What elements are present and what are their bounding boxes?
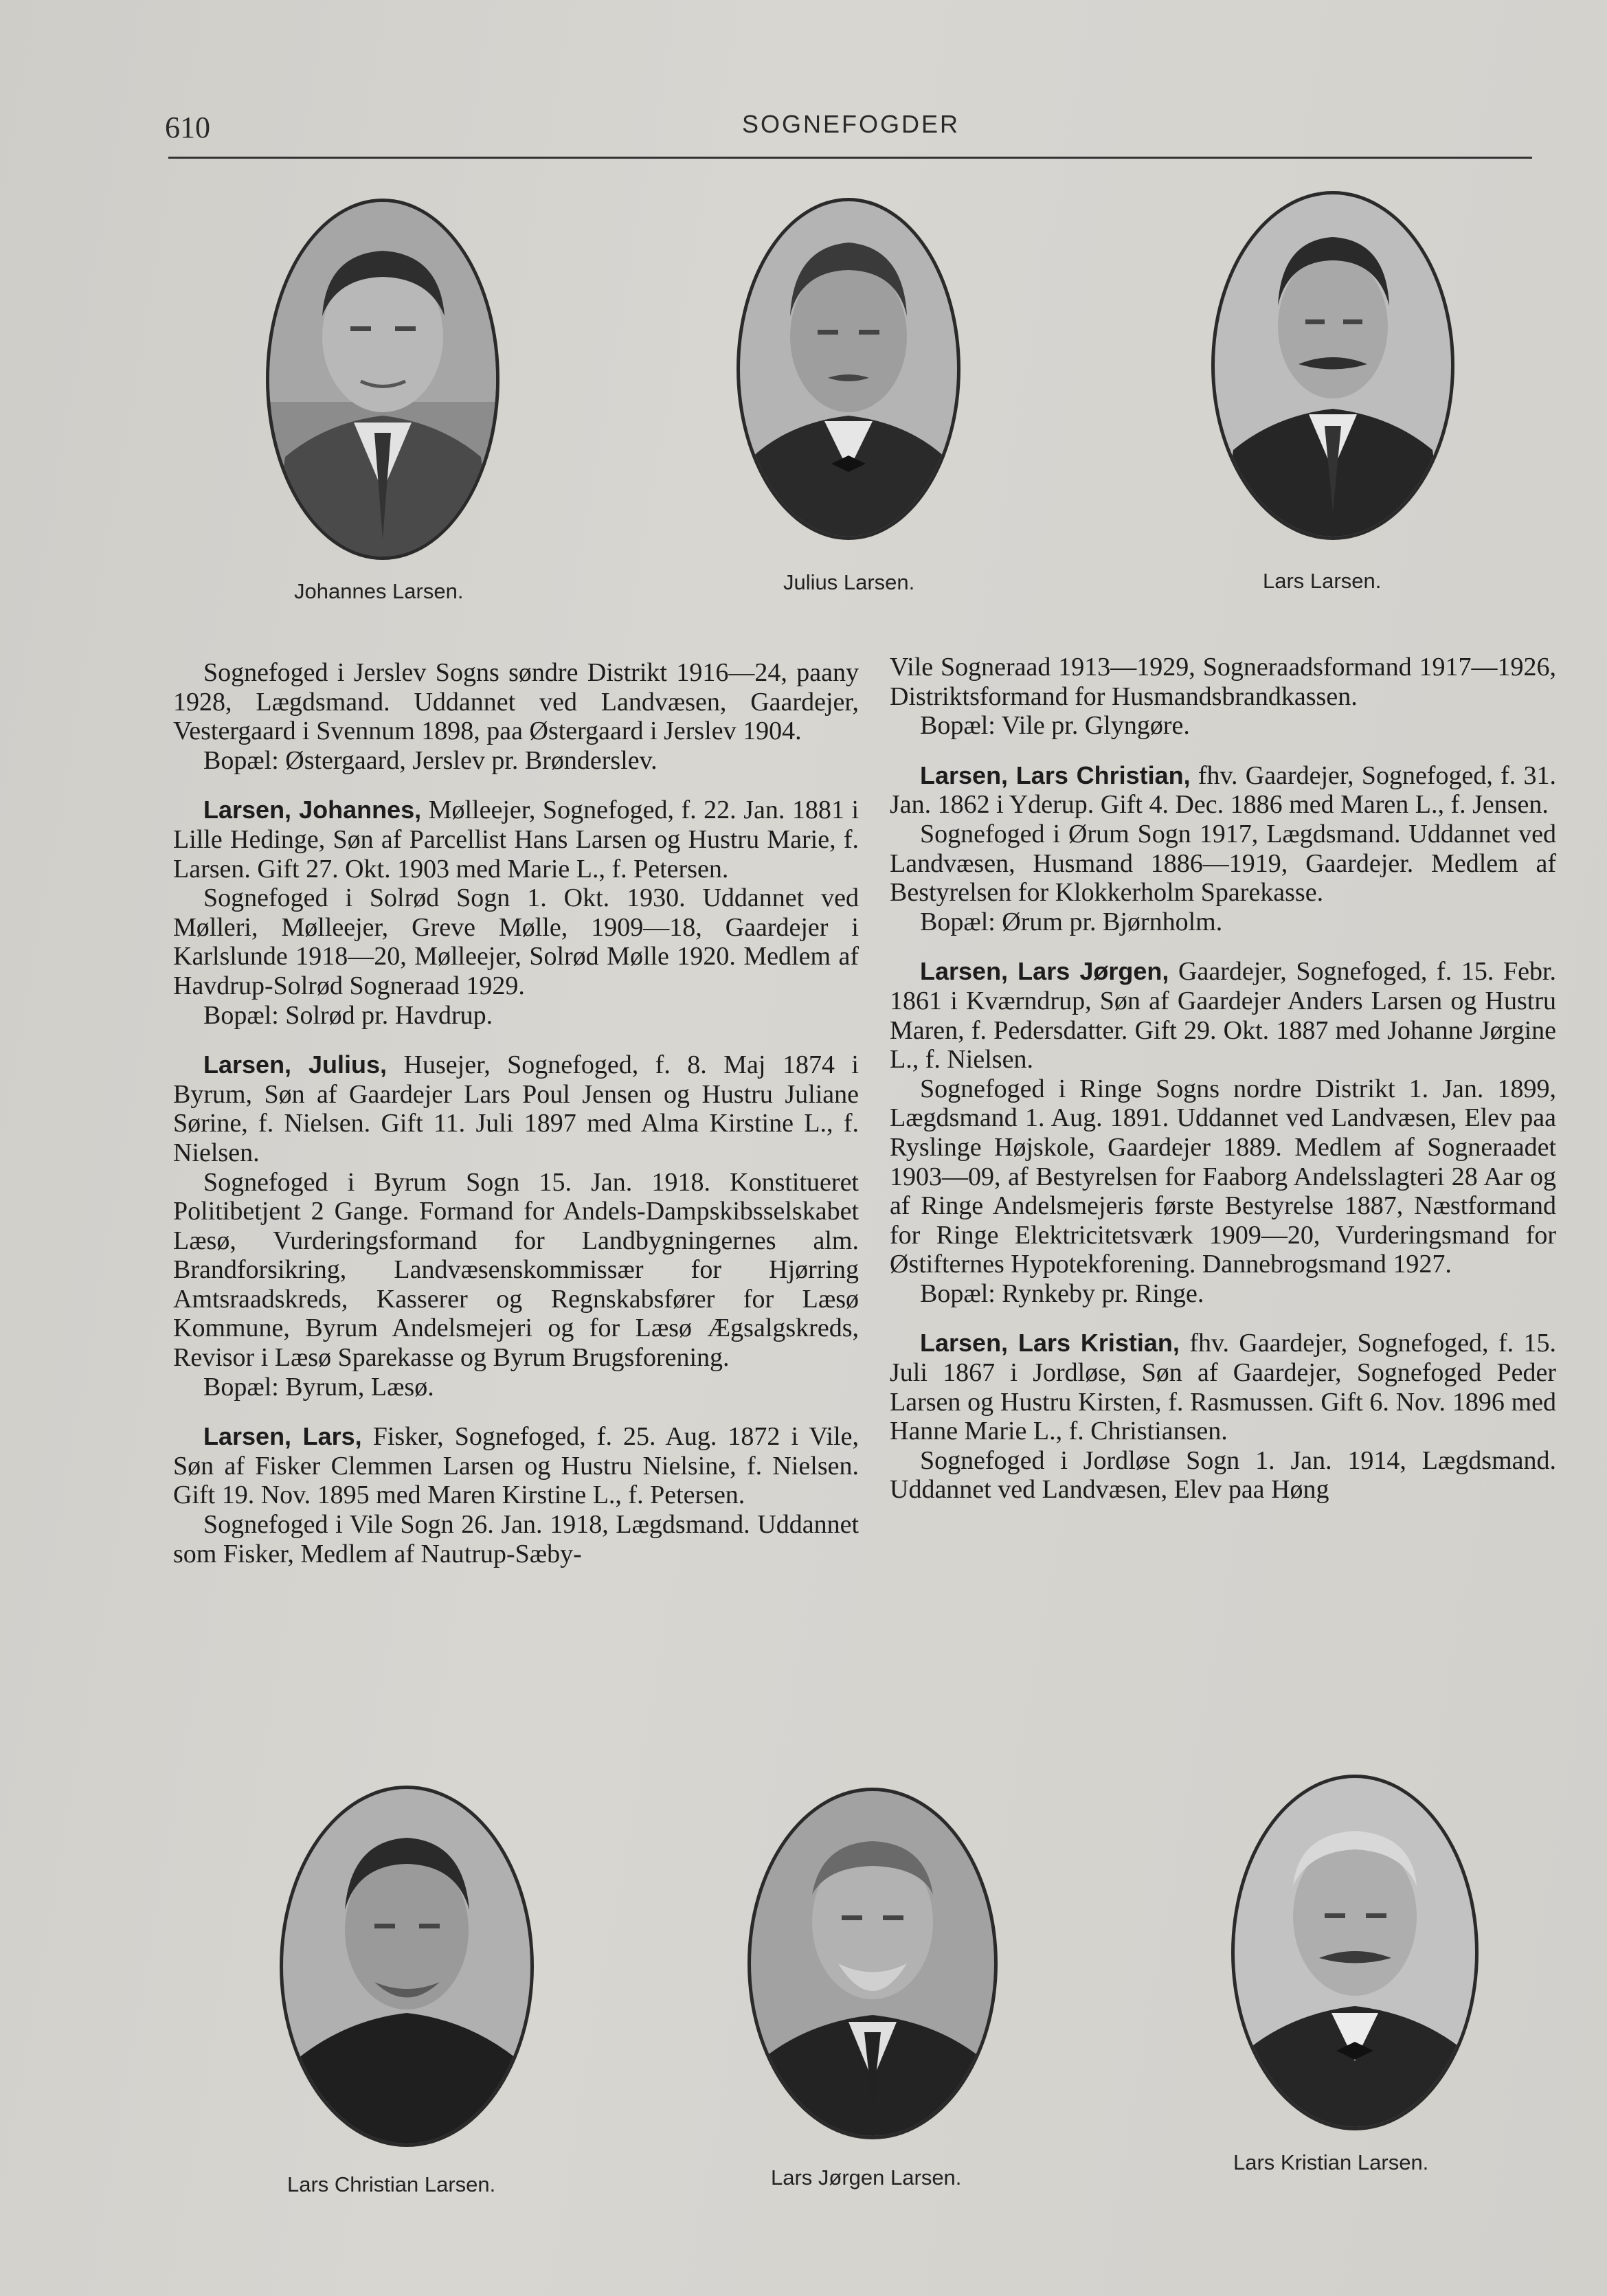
body-lars-kristian: Sognefoged i Jordløse Sogn 1. Jan. 1914, Lægdsmand. Uddannet ved Landvæsen, Elev paa Høng: [890, 1445, 1556, 1505]
caption-johannes-larsen: Johannes Larsen.: [294, 579, 464, 603]
name-lars-jorgen: Larsen, Lars Jørgen,: [920, 957, 1169, 986]
entry-lars: [173, 1422, 859, 1510]
name-julius: Larsen, Julius,: [203, 1050, 387, 1079]
intro-johannes: Mølleejer, Sognefoged, f. 22. Jan. 1881 i Lille Hedinge, Søn af Parcellist Hans Larsen og Hustru Marie, f. Larsen. Gift 27. Okt. 1903 med Marie L., f. Petersen.: [173, 796, 859, 883]
entry-johannes: [173, 796, 859, 883]
right-column: [890, 653, 1556, 1505]
header-rule: [168, 157, 1532, 159]
caption-julius-larsen: Julius Larsen.: [783, 570, 915, 594]
intro-lars-christian: fhv. Gaardejer, Sognefoged, f. 31. Jan. 1862 i Yderup. Gift 4. Dec. 1886 med Maren L., f. Jensen.: [890, 761, 1556, 820]
bopael-julius: Bopæl: Byrum, Læsø.: [203, 1372, 434, 1402]
running-title: SOGNEFOGDER: [742, 110, 960, 138]
intro-lars-kristian: fhv. Gaardejer, Sognefoged, f. 15. Juli 1867 i Jordløse, Søn af Gaardejer, Sognefoged Peder Larsen og Hustru Kirsten, f. Rasmussen. Gift 6. Nov. 1896 med Hanne Marie L., f. Christiansen.: [890, 1329, 1556, 1446]
name-lars: Larsen, Lars,: [203, 1422, 362, 1451]
body-julius: Sognefoged i Byrum Sogn 15. Jan. 1918. Konstitueret Politibetjent 2 Gange. Formand for Andels-Dampskibsselskabet Læsø, Vurderingsformand for Landbygningernes alm. Brandforsikring, Landvæsenskommissær for Hjørring Amtsraadskreds, Kasserer og Regnskabsfører for Læsø Kommune, Byrum Andelsmejeri og for Læsø Ægsalgskreds, Revisor i Læsø Sparekasse og Byrum Brugsforening.: [173, 1167, 859, 1373]
entry-lars-kristian: [890, 1329, 1556, 1445]
intro-julius: Husejer, Sognefoged, f. 8. Maj 1874 i Byrum, Søn af Gaardejer Lars Poul Jensen og Hustru Juliane Sørine, f. Nielsen. Gift 11. Juli 1897 med Alma Kirstine L., f. Nielsen.: [173, 1050, 859, 1167]
lars-continued: Vile Sogneraad 1913—1929, Sogneraadsformand 1917—1926, Distriktsformand for Husmandsbrandkassen.: [890, 653, 1556, 711]
left-column: [173, 658, 859, 1568]
name-johannes: Larsen, Johannes,: [203, 796, 422, 824]
entry-lars-christian: [890, 761, 1556, 820]
name-lars-kristian: Larsen, Lars Kristian,: [920, 1329, 1180, 1358]
caption-lars-jorgen-larsen: Lars Jørgen Larsen.: [771, 2165, 962, 2190]
entry-julius: [173, 1050, 859, 1167]
bopael-lars-jorgen: Bopæl: Rynkeby pr. Ringe.: [920, 1279, 1204, 1308]
caption-lars-kristian-larsen: Lars Kristian Larsen.: [1233, 2150, 1429, 2174]
bopael-johannes: Bopæl: Solrød pr. Havdrup.: [203, 1000, 493, 1030]
caption-lars-christian-larsen: Lars Christian Larsen.: [287, 2172, 496, 2196]
bopael-lars: Bopæl: Vile pr. Glyngøre.: [920, 711, 1190, 741]
caption-lars-larsen: Lars Larsen.: [1263, 569, 1382, 593]
body-johannes: Sognefoged i Solrød Sogn 1. Okt. 1930. Uddannet ved Mølleri, Mølleejer, Greve Mølle, 1909—18, Gaardejer i Karlslunde 1918—20, Mølleejer, Solrød Mølle 1920. Medlem af Havdrup-Solrød Sogneraad 1929.: [173, 883, 859, 1000]
portrait-johannes-larsen: [265, 196, 502, 563]
portrait-lars-larsen: [1209, 189, 1457, 543]
intro-lars: Fisker, Sognefoged, f. 25. Aug. 1872 i Vile, Søn af Fisker Clemmen Larsen og Hustru Nielsine, f. Nielsen. Gift 19. Nov. 1895 med Maren Kirstine L., f. Petersen.: [173, 1422, 859, 1510]
entry-lars-jorgen: [890, 957, 1556, 1074]
text-jerslev-para: Sognefoged i Jerslev Sogns søndre Distrikt 1916—24, paany 1928, Lægdsmand. Uddannet ved Landvæsen, Gaardejer, Vestergaard i Svennum 1898, paa Østergaard i Jerslev 1904.: [173, 658, 859, 746]
bopael-lars-christian: Bopæl: Ørum pr. Bjørnholm.: [920, 907, 1223, 936]
portrait-lars-kristian-larsen: [1230, 1772, 1481, 2133]
page-number: 610: [165, 111, 210, 144]
body-lars: Sognefoged i Vile Sogn 26. Jan. 1918, Lægdsmand. Uddannet som Fisker, Medlem af Nautrup-Sæby-: [173, 1510, 859, 1568]
body-lars-christian: Sognefoged i Ørum Sogn 1917, Lægdsmand. Uddannet ved Landvæsen, Husmand 1886—1919, Gaardejer. Medlem af Bestyrelsen for Klokkerholm Sparekasse.: [890, 819, 1556, 908]
portrait-lars-christian-larsen: [278, 1783, 536, 2150]
text-jerslev-bopael: Bopæl: Østergaard, Jerslev pr. Brønderslev.: [203, 745, 658, 775]
portrait-lars-jorgen-larsen: [745, 1785, 1000, 2142]
portrait-julius-larsen: [735, 196, 962, 543]
intro-lars-jorgen: Gaardejer, Sognefoged, f. 15. Febr. 1861 i Kværndrup, Søn af Gaardejer Anders Larsen og Hustru Maren, f. Pedersdatter. Gift 29. Okt. 1887 med Johanne Jørgine L., f. Nielsen.: [890, 957, 1556, 1074]
name-lars-christian: Larsen, Lars Christian,: [920, 761, 1191, 789]
body-lars-jorgen: Sognefoged i Ringe Sogns nordre Distrikt 1. Jan. 1899, Lægdsmand 1. Aug. 1891. Uddannet ved Landvæsen, Elev paa Ryslinge Højskole, Gaardejer 1889. Medlem af Sogneraadet 1903—09, af Bestyrelsen for Faaborg Andelsslagteri 28 Aar og af Ringe Andelsmejeris første Bestyrelse 1887, Næstformand for Ringe Elektricitetsværk 1909—20, Vurderingsmand for Østifternes Hypotekforening. Dannebrogsmand 1927.: [890, 1074, 1556, 1279]
